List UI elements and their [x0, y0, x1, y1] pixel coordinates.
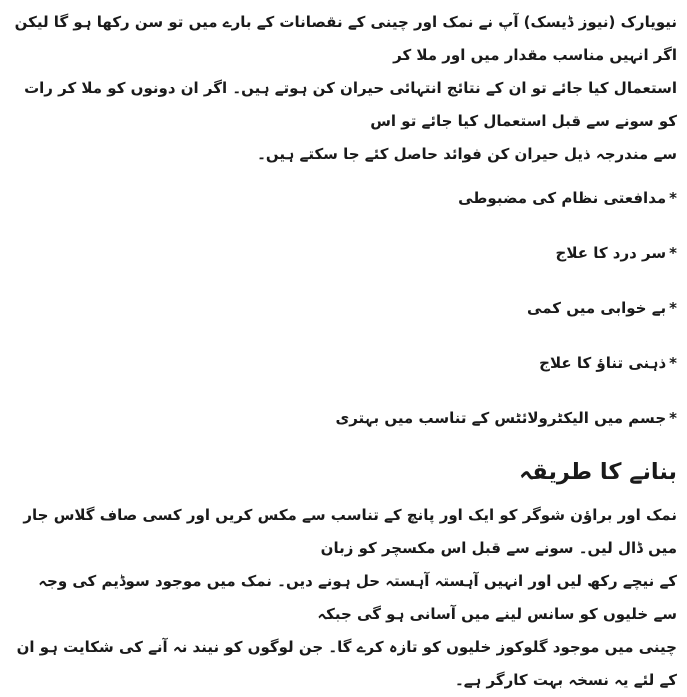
- benefits-list: [10, 171, 677, 446]
- benefit-item: [10, 281, 677, 336]
- method-paragraph: [10, 499, 677, 697]
- method-line: کے نیچے رکھ لیں اور انہیں آہستہ آہستہ حل ہونے دیں۔ نمک میں موجود سوڈیم کی وجہ سے خلیوں کو سانس لینے میں آسانی ہو گی جبکہ: [38, 572, 677, 623]
- bullet-marker: *: [669, 354, 677, 372]
- intro-paragraph: [10, 6, 677, 171]
- benefit-item: [10, 226, 677, 281]
- method-line: چینی میں موجود گلوکوز خلیوں کو تازہ کرے گا۔ جن لوگوں کو نیند نہ آنے کی شکایت ہو ان کے لئے یہ نسخہ بہت کارگر ہے۔: [16, 638, 677, 689]
- intro-line: استعمال کیا جائے تو ان کے نتائج انتہائی حیران کن ہوتے ہیں۔ اگر ان دونوں کو ملا کر رات کو سونے سے قبل استعمال کیا جائے تو اس: [24, 79, 677, 130]
- benefit-text: ذہنی تناؤ کا علاج: [539, 354, 667, 372]
- benefit-item: [10, 171, 677, 226]
- benefit-item: [10, 336, 677, 391]
- bullet-marker: *: [669, 189, 677, 207]
- benefit-text: جسم میں الیکٹرولائٹس کے تناسب میں بہتری: [335, 409, 667, 427]
- article-body: [10, 6, 677, 697]
- benefit-text: مدافعتی نظام کی مضبوطی: [458, 189, 667, 207]
- bullet-marker: *: [669, 244, 677, 262]
- method-heading: بنانے کا طریقہ: [519, 459, 677, 485]
- benefit-text: بے خوابی میں کمی: [527, 299, 667, 317]
- bullet-marker: *: [669, 299, 677, 317]
- intro-line: نیویارک (نیوز ڈیسک) آپ نے نمک اور چینی کے نقصانات کے بارے میں تو سن رکھا ہو گا لیکن اگر انہیں مناسب مقدار میں اور ملا کر: [14, 13, 677, 64]
- intro-line: سے مندرجہ ذیل حیران کن فوائد حاصل کئے جا سکتے ہیں۔: [257, 145, 677, 163]
- method-line: نمک اور براؤن شوگر کو ایک اور پانچ کے تناسب سے مکس کریں اور کسی صاف گلاس جار میں ڈال لیں۔ سونے سے قبل اس مکسچر کو زبان: [23, 506, 677, 557]
- benefit-text: سر درد کا علاج: [555, 244, 667, 262]
- benefit-item: [10, 391, 677, 446]
- bullet-marker: *: [669, 409, 677, 427]
